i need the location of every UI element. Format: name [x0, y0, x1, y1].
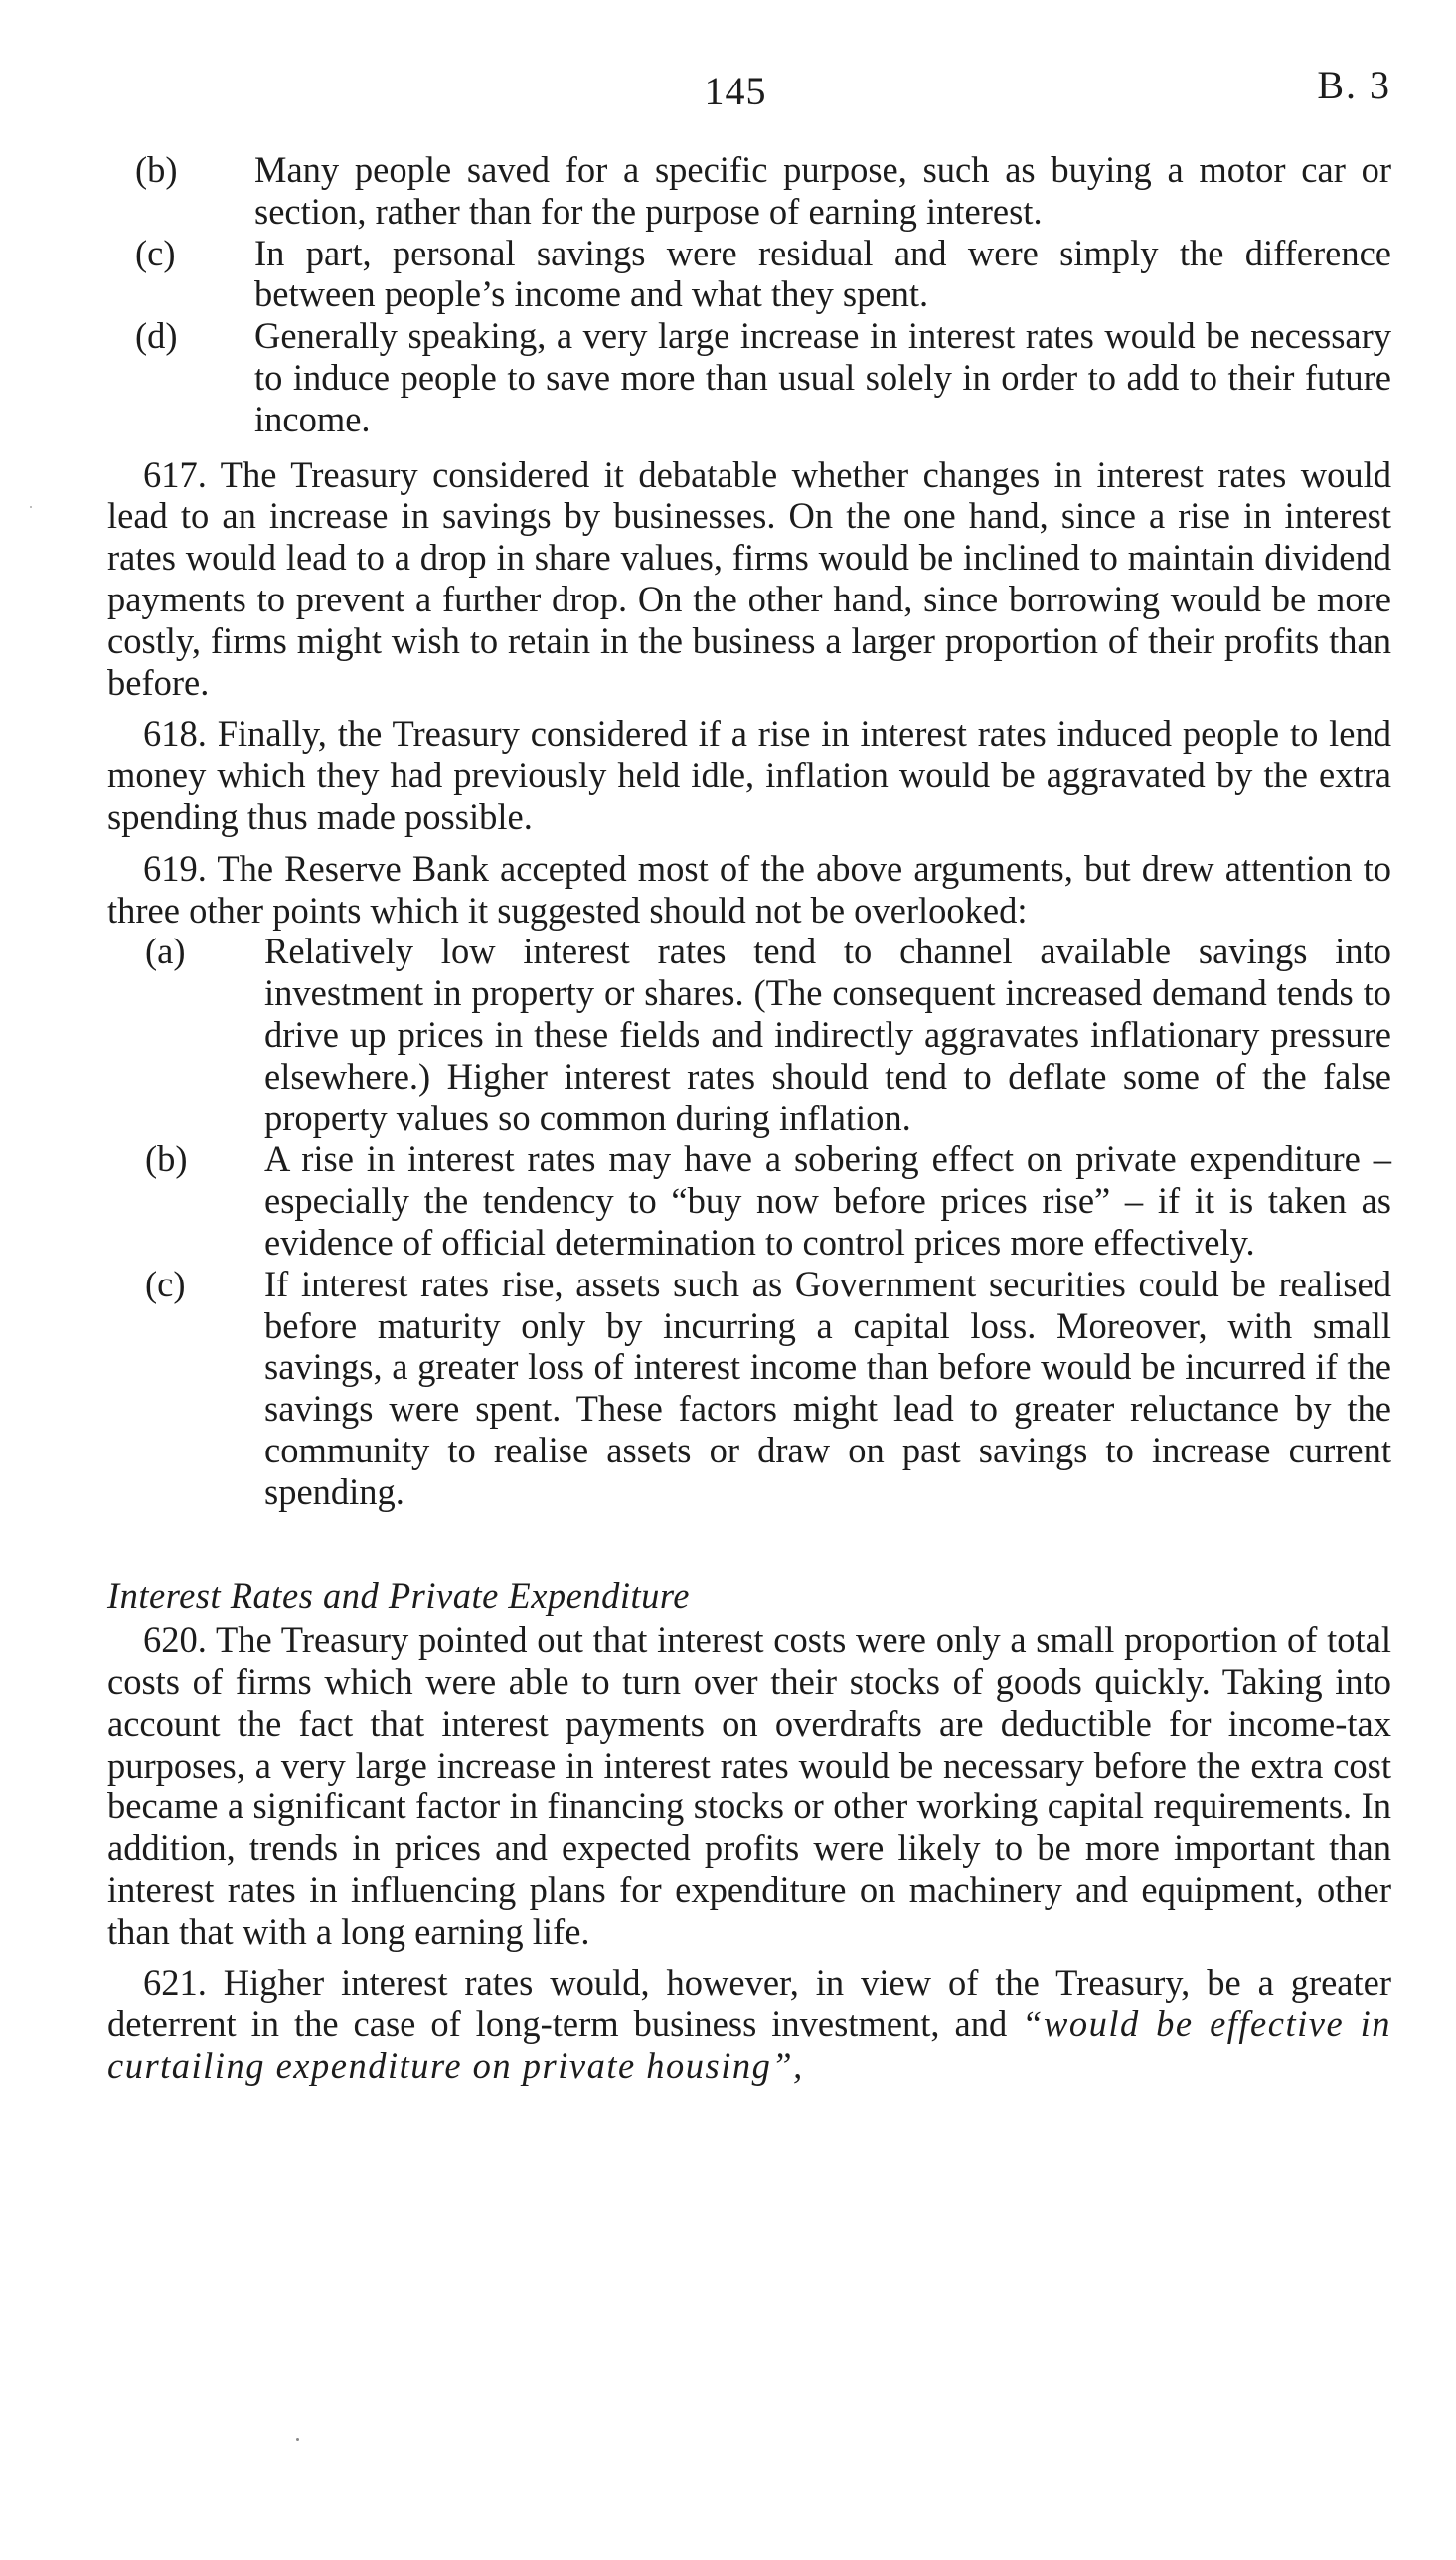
- paragraph-text: The Reserve Bank accepted most of the above arguments, but drew attention to three other points which it suggested should not be overlooked:: [107, 847, 1391, 931]
- paragraph-619: [107, 848, 1391, 932]
- section-heading: Interest Rates and Private Expenditure: [107, 1574, 690, 1616]
- paragraph-621: [107, 1963, 1391, 2087]
- list-item-text: Relatively low interest rates tend to channel available savings into investment in property or shares. (The consequent increased demand tends to drive up prices in these fields and indirectly aggravates inflationary pressure elsewhere.) Higher interest rates should tend to deflate some of the false property values so common during inflation.: [264, 931, 1391, 1138]
- paragraph-number: 620.: [143, 1620, 207, 1661]
- list-item-619-c: [107, 1264, 1391, 1513]
- list-item-text: If interest rates rise, assets such as Government securities could be realised before maturity only by incurring a capital loss. Moreover, with small savings, a greater loss of interest income than before would be incurred if the savings were spent. These factors might lead to greater reluctance by the community to realise assets or draw on past savings to increase current spending.: [264, 1263, 1391, 1512]
- paragraph-number: 617.: [143, 453, 207, 495]
- page-number: 145: [704, 69, 767, 113]
- list-marker: (d): [135, 315, 178, 357]
- series-code: B. 3: [1317, 63, 1391, 107]
- list-marker: (a): [145, 931, 186, 972]
- paragraph-text: Higher interest rates would, however, in view of the Treasury, be a greater deterrent in the case of long-term business investment, and: [107, 1962, 1391, 2045]
- paragraph-617: [107, 454, 1391, 704]
- list-marker: (c): [135, 232, 176, 273]
- paragraph-number: 619.: [143, 847, 207, 889]
- paragraph-618: [107, 713, 1391, 837]
- list-item-619-a: [107, 931, 1391, 1138]
- paragraph-number: 618.: [143, 713, 207, 755]
- quoted-text: “would be effective in curtailing expenditure on private housing”,: [107, 2003, 1391, 2087]
- list-616: [107, 149, 1391, 440]
- list-marker: (c): [145, 1263, 186, 1304]
- list-item-619-b: [107, 1138, 1391, 1263]
- paragraph-number: 621.: [143, 1962, 207, 2003]
- list-marker: (b): [135, 149, 178, 190]
- list-619: [107, 931, 1391, 1512]
- print-speck: [296, 2438, 299, 2441]
- paragraph-620: [107, 1620, 1391, 1952]
- list-item-text: A rise in interest rates may have a sobering effect on private expenditure – especially the tendency to “buy now before prices rise” – if it is taken as evidence of official determination to control prices more effectively.: [264, 1138, 1391, 1263]
- list-item-616-b: [107, 149, 1391, 233]
- paragraph-text: The Treasury considered it debatable whether changes in interest rates would lead to an increase in savings by businesses. On the one hand, since a rise in interest rates would lead to a drop in share values, firms would be inclined to maintain dividend payments to prevent a further drop. On the other hand, since borrowing would be more costly, firms might wish to retain in the business a larger proportion of their profits than before.: [107, 453, 1391, 703]
- paragraph-text: Finally, the Treasury considered if a rise in interest rates induced people to lend money which they had previously held idle, inflation would be aggravated by the extra spending thus made possible.: [107, 713, 1392, 837]
- list-item-616-d: [107, 315, 1391, 439]
- list-item-616-c: [107, 233, 1391, 316]
- list-item-text: In part, personal savings were residual and were simply the difference between people’s income and what they spent.: [254, 232, 1391, 315]
- document-body: [107, 149, 1391, 2087]
- list-marker: (b): [145, 1138, 188, 1180]
- list-item-text: Generally speaking, a very large increase in interest rates would be necessary to induce people to save more than usual solely in order to add to their future income.: [254, 315, 1391, 439]
- print-speck: [30, 506, 32, 508]
- paragraph-text: The Treasury pointed out that interest costs were only a small proportion of total costs of firms which were able to turn over their stocks of goods quickly. Taking into account the fact that interest payments on overdrafts are deductible for income-tax purposes, a very large increase in interest rates would be necessary before the extra cost became a significant factor in financing stocks or other working capital requirements. In addition, trends in prices and expected profits were likely to be more important than interest rates in influencing plans for expenditure on machinery and equipment, other than that with a long earning life.: [107, 1620, 1391, 1952]
- list-item-text: Many people saved for a specific purpose, such as buying a motor car or section, rather than for the purpose of earning interest.: [254, 149, 1391, 232]
